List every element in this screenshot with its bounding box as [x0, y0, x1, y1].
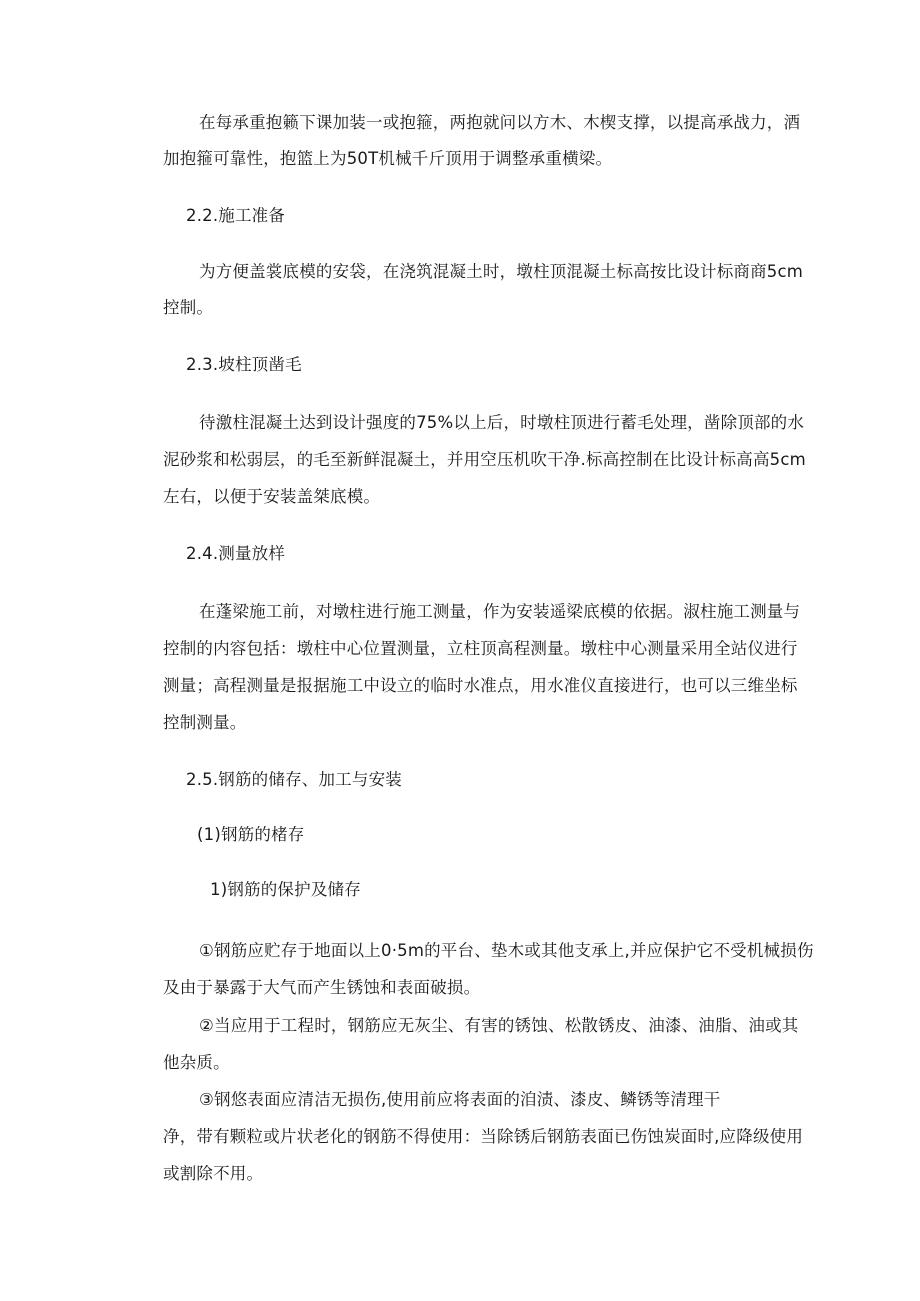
- paragraph-3-line-3: 左右，以便于安装盖桀底模。: [163, 487, 381, 506]
- item-1-line-2: 及由于暴露于大气而产生锈蚀和表面破损。: [163, 978, 481, 997]
- paragraph-1-line-2: 加抱箍可靠性，抱篮上为50T机械千斤顶用于调整承重横梁。: [163, 149, 613, 168]
- item-2-line-1: ②当应用于工程时，钢筋应无灰尘、有害的锈蚀、松散锈皮、油漆、油脂、油或其: [199, 1016, 799, 1035]
- subheading-1-1: 1)钢筋的保护及储存: [210, 880, 361, 899]
- paragraph-2-line-2: 控制。: [163, 298, 214, 317]
- subheading-1: (1)钢筋的楮存: [197, 825, 305, 844]
- item-3-line-1: ③钢悠表面应清洁无损伤,使用前应将表面的洎渍、漆皮、鳞锈等清理干: [199, 1090, 721, 1109]
- paragraph-4-line-4: 控制测量。: [163, 713, 247, 732]
- paragraph-1-line-1: 在每承重抱籁下课加装一或抱箍，两抱就问以方木、木楔支撑，以提高承战力，酒: [199, 113, 801, 132]
- section-heading-2-3: 2.3.坡柱顶凿毛: [186, 355, 302, 374]
- paragraph-4-line-1: 在蓬梁施工前，对墩柱进行施工测量，作为安装遥梁底模的依据。淑柱施工测量与: [199, 602, 801, 621]
- section-heading-2-2: 2.2.施工准备: [186, 206, 286, 225]
- paragraph-2-line-1: 为方便盖裳底模的安袋，在浇筑混凝土时，墩柱顶混凝土标高按比设计标商商5cm: [199, 262, 804, 281]
- paragraph-4-line-2: 控制的内容包括：墩柱中心位置测量，立柱顶高程测量。墩柱中心测量采用全站仪进行: [163, 639, 798, 658]
- section-heading-2-4: 2.4.测量放样: [186, 544, 286, 563]
- item-2-line-2: 他杂质。: [163, 1053, 230, 1072]
- item-3-line-2: 净，带有颗粒或片状老化的钢筋不得使用：当除锈后钢筋表面已伤蚀炭面时,应降级使用: [163, 1127, 804, 1146]
- item-1-line-1: ①钢筋应贮存于地面以上0·5m的平台、垫木或其他支承上,并应保护它不受机械损伤: [199, 941, 814, 960]
- section-heading-2-5: 2.5.钢筋的储存、加工与安装: [186, 770, 402, 789]
- paragraph-4-line-3: 测量；高程测量是报据施工中设立的临时水准点，用水准仪直接进行，也可以三维坐标: [163, 676, 798, 695]
- paragraph-3-line-2: 泥砂浆和松弱层，的毛至新鲜混凝土，并用空压机吹干净.标高控制在比设计标高高5cm: [163, 450, 806, 469]
- item-3-line-3: 或割除不用。: [163, 1164, 264, 1183]
- paragraph-3-line-1: 待激柱混凝土达到设计强度的75%以上后，时墩柱顶进行蓄毛处理，凿除顶部的水: [199, 413, 805, 432]
